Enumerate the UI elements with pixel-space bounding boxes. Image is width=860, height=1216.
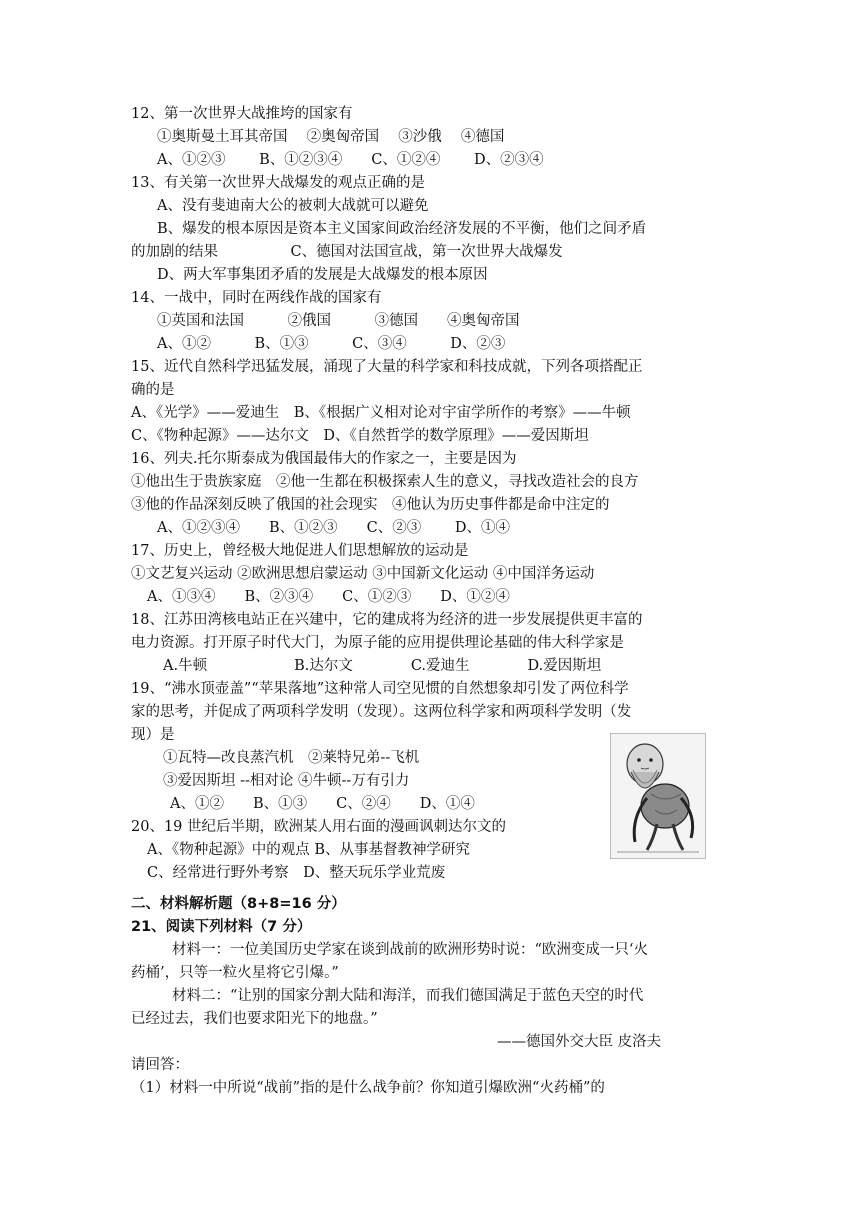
q19-items-34: ③爱因斯坦 --相对论 ④牛顿--万有引力 xyxy=(163,773,410,789)
material-1: 材料一：一位美国历史学家在谈到战前的欧洲形势时说：“欧洲变成一只‘火 xyxy=(172,942,649,958)
q16-items-34: ③他的作品深刻反映了俄国的社会现实 ④他认为历史事件都是命中注定的 xyxy=(131,497,610,513)
q15-options-ab: A、《光学》——爱迪生 B、《根据广义相对论对宇宙学所作的考察》——牛顿 xyxy=(131,405,631,421)
q15-options-cd: C、《物种起源》——达尔文 D、《自然哲学的数学原理》——爱因斯坦 xyxy=(131,428,589,444)
q16-items-12: ①他出生于贵族家庭 ②他一生都在积极探索人生的意义，寻找改造社会的良方 xyxy=(131,474,639,490)
material-2-attribution: ——德国外交大臣 皮洛夫 xyxy=(497,1034,662,1050)
q15-stem: 15、近代自然科学迅猛发展，涌现了大量的科学家和科技成就，下列各项搭配正 xyxy=(131,359,643,375)
q17-items: ①文艺复兴运动 ②欧洲思想启蒙运动 ③中国新文化运动 ④中国洋务运动 xyxy=(131,566,595,582)
q20-options-ab: A、《物种起源》中的观点 B、从事基督教神学研究 xyxy=(147,842,470,858)
q14-items: ①英国和法国 ②俄国 ③德国 ④奥匈帝国 xyxy=(157,313,520,329)
q18-stem-cont: 电力资源。打开原子时代大门，为原子能的应用提供理论基础的伟大科学家是 xyxy=(131,635,624,651)
material-2: 材料二：“让别的国家分割大陆和海洋，而我们德国满足于蓝色天空的时代 xyxy=(172,988,644,1004)
q19-stem-end: 现）是 xyxy=(131,727,175,743)
q13-option-b: B、爆发的根本原因是资本主义国家间政治经济发展的不平衡，他们之间矛盾 xyxy=(157,221,647,237)
q20-options-cd: C、经常进行野外考察 D、整天玩乐学业荒废 xyxy=(147,865,446,881)
darwin-ape-cartoon xyxy=(610,733,706,859)
q13-option-d: D、两大军事集团矛盾的发展是大战爆发的根本原因 xyxy=(157,267,488,283)
q17-stem: 17、历史上，曾经极大地促进人们思想解放的运动是 xyxy=(131,543,469,559)
material-2-cont: 已经过去，我们也要求阳光下的地盘。” xyxy=(131,1011,378,1027)
q18-options: A.牛顿 B.达尔文 C.爱迪生 D.爱因斯坦 xyxy=(163,658,602,674)
q19-items-12: ①瓦特—改良蒸汽机 ②莱特兄弟--飞机 xyxy=(163,750,420,766)
q12-options: A、①②③ B、①②③④ C、①②④ D、②③④ xyxy=(157,152,544,168)
q19-stem-cont: 家的思考，并促成了两项科学发明（发现）。这两位科学家和两项科学发明（发 xyxy=(131,704,632,720)
section-2-heading: 二、材料解析题（8+8=16 分） xyxy=(131,896,346,912)
q13-option-a: A、没有斐迪南大公的被刺大战就可以避免 xyxy=(157,198,429,214)
q14-options: A、①② B、①③ C、③④ D、②③ xyxy=(157,336,506,352)
q19-stem: 19、“沸水顶壶盖”“苹果落地”这种常人司空见惯的自然想象却引发了两位科学 xyxy=(131,681,629,697)
q15-stem-cont: 确的是 xyxy=(131,382,175,398)
q21-sub-1: （1）材料一中所说“战前”指的是什么战争前？你知道引爆欧洲“火药桶”的 xyxy=(131,1080,605,1096)
q16-options: A、①②③④ B、①②③ C、②③ D、①④ xyxy=(157,520,510,536)
answer-prompt: 请回答： xyxy=(131,1057,189,1073)
q18-stem: 18、江苏田湾核电站正在兴建中，它的建成将为经济的进一步发展提供更丰富的 xyxy=(131,612,643,628)
q17-options: A、①③④ B、②③④ C、①②③ D、①②④ xyxy=(147,589,510,605)
q21-heading: 21、阅读下列材料（7 分） xyxy=(131,919,312,935)
q12-stem: 12、第一次世界大战推垮的国家有 xyxy=(131,106,353,122)
q16-stem: 16、列夫.托尔斯泰成为俄国最伟大的作家之一，主要是因为 xyxy=(131,451,517,467)
q14-stem: 14、一战中，同时在两线作战的国家有 xyxy=(131,290,382,306)
q20-stem: 20、19 世纪后半期，欧洲某人用右面的漫画讽刺达尔文的 xyxy=(131,819,507,835)
q19-options: A、①② B、①③ C、②④ D、①④ xyxy=(170,796,475,812)
q12-items: ①奥斯曼土耳其帝国 ②奥匈帝国 ③沙俄 ④德国 xyxy=(157,129,505,145)
q13-stem: 13、有关第一次世界大战爆发的观点正确的是 xyxy=(131,175,425,191)
cartoon-drawing xyxy=(611,734,705,858)
material-1-cont: 药桶’，只等一粒火星将它引爆。” xyxy=(131,965,339,981)
q13-option-b-c: 的加剧的结果 C、德国对法国宣战，第一次世界大战爆发 xyxy=(131,244,563,260)
